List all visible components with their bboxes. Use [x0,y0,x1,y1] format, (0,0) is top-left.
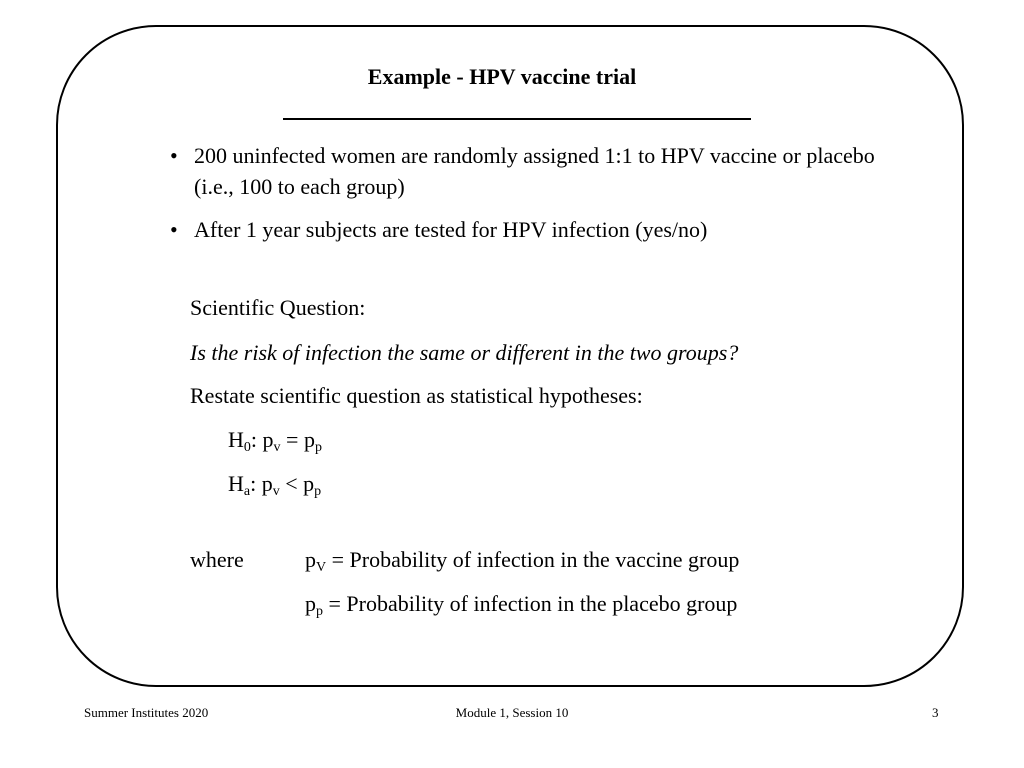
where-label: where [190,547,244,572]
h0-subscript: 0 [243,440,251,455]
h0-rhs: p [303,427,315,452]
definition-subscript: p [316,604,323,619]
ha-rhs: p [303,471,315,496]
definition-symbol: p [305,547,316,572]
bullet-marker: • [170,143,178,168]
bullet-item [170,214,900,245]
ha-symbol: H [228,471,244,496]
ha-operator: < [285,471,298,496]
alternative-hypothesis: $H_a$: $p_v < p_p$ [228,471,322,499]
null-hypothesis: $H_0$: $p_v = p_p$ [228,427,322,455]
slide-title: Example - HPV vaccine trial [367,64,637,89]
restate-text: Restate scientific question as statistical hypotheses: [190,383,643,408]
footer-center: Module 1, Session 10 [455,705,569,720]
h0-operator: = [286,427,299,452]
scientific-question: Is the risk of infection the same or different in the two groups? [190,340,739,365]
definition-subscript: V [316,560,327,575]
footer-left: Summer Institutes 2020 [84,705,209,720]
ha-rhs-subscript: p [314,484,322,499]
definition-text: = Probability of infection in the placebo group [328,591,738,616]
scientific-question-label: Scientific Question: [190,295,366,320]
page-number: 3 [932,705,939,720]
definition-text: = Probability of infection in the vaccine group [331,547,740,572]
bullet-text: After 1 year subjects are tested for HPV infection (yes/no) [194,217,708,242]
definition-symbol: p [305,591,316,616]
h0-lhs-subscript: v [273,440,281,455]
h0-lhs: p [262,427,274,452]
h0-symbol: H [228,427,244,452]
ha-lhs-subscript: v [272,484,280,499]
definition-placebo [305,591,737,617]
definition-vaccine [305,547,739,573]
title-underline [283,118,751,120]
bullet-marker: • [170,217,178,242]
ha-lhs: p [261,471,273,496]
bullet-item [170,140,900,202]
h0-rhs-subscript: p [314,440,322,455]
bullet-text: 200 uninfected women are randomly assigned 1:1 to HPV vaccine or placebo (i.e., 100 to each group) [194,143,875,199]
ha-subscript: a [243,484,251,499]
